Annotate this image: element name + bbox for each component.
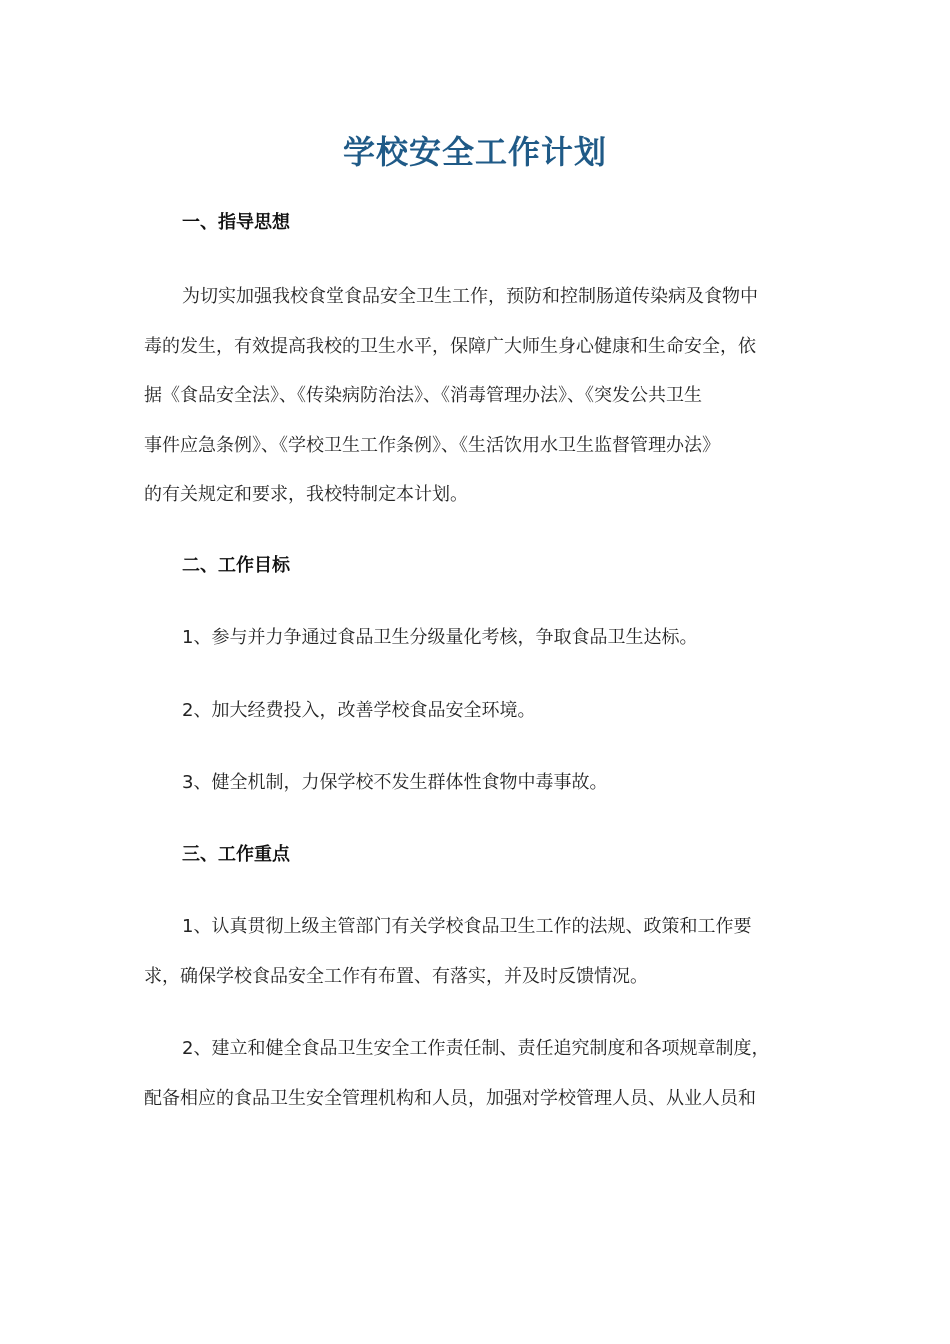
paragraph-line: 配备相应的食品卫生安全管理机构和人员，加强对学校管理人员、从业人员和 [144,1087,756,1109]
paragraph-line: 1、认真贯彻上级主管部门有关学校食品卫生工作的法规、政策和工作要 [182,916,752,937]
goal-item-2 [144,686,824,736]
section-heading-work-focus: 三、工作重点 [182,844,290,865]
paragraph-line: 3、健全机制，力保学校不发生群体性食物中毒事故。 [182,772,608,793]
paragraph-line: 毒的发生，有效提高我校的卫生水平，保障广大师生身心健康和生命安全，依 [144,335,756,357]
goal-item-1 [144,613,824,663]
paragraph-line: 据《食品安全法》、《传染病防治法》、《消毒管理办法》、《突发公共卫生 [144,385,702,407]
paragraph-line: 2、建立和健全食品卫生安全工作责任制、责任追究制度和各项规章制度， [182,1038,770,1059]
paragraph-guiding-ideology [144,272,824,520]
paragraph-line: 2、加大经费投入，改善学校食品安全环境。 [182,700,536,721]
paragraph-line: 1、参与并力争通过食品卫生分级量化考核，争取食品卫生达标。 [182,627,698,648]
paragraph-line: 为切实加强我校食堂食品安全卫生工作，预防和控制肠道传染病及食物中 [182,286,758,307]
paragraph-line: 事件应急条例》、《学校卫生工作条例》、《生活饮用水卫生监督管理办法》 [144,434,720,456]
document-title: 学校安全工作计划 [342,133,607,171]
goal-item-3 [144,758,824,808]
focus-item-1 [144,902,824,1001]
focus-item-2 [144,1024,824,1123]
paragraph-line: 的有关规定和要求，我校特制定本计划。 [144,484,468,506]
paragraph-line: 求，确保学校食品安全工作有布置、有落实，并及时反馈情况。 [144,965,648,987]
section-heading-guiding-ideology: 一、指导思想 [182,212,290,233]
section-heading-work-goals: 二、工作目标 [182,555,290,576]
